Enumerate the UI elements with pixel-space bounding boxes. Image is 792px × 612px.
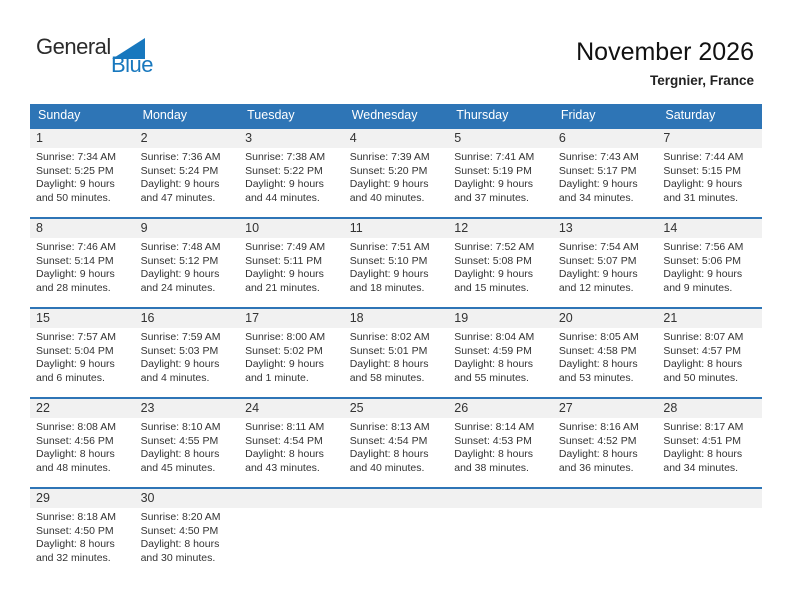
daylight-text-line1: Daylight: 9 hours bbox=[349, 178, 429, 190]
daylight-text-line1: Daylight: 9 hours bbox=[36, 178, 115, 190]
empty-day-cell bbox=[448, 488, 553, 578]
day-details bbox=[239, 418, 344, 475]
sunset-text: Sunset: 4:54 PM bbox=[349, 434, 428, 447]
daylight-text-line2: and 48 minutes. bbox=[36, 461, 111, 474]
day-number-band bbox=[239, 129, 344, 148]
daylight-text-line1: Daylight: 9 hours bbox=[558, 178, 638, 190]
day-cell bbox=[30, 308, 135, 398]
day-number: 12 bbox=[454, 221, 469, 235]
daylight-text-line2: and 6 minutes. bbox=[36, 371, 105, 384]
daylight-text-line2: and 1 minute. bbox=[245, 371, 309, 384]
day-number-band bbox=[30, 309, 135, 328]
day-number-band bbox=[657, 399, 762, 418]
day-number: 19 bbox=[454, 311, 469, 325]
daylight-text-line1: Daylight: 9 hours bbox=[454, 268, 534, 280]
sunrise-text: Sunrise: 7:54 AM bbox=[558, 241, 639, 253]
sunset-text: Sunset: 4:55 PM bbox=[140, 434, 219, 447]
sunset-text: Sunset: 4:52 PM bbox=[558, 434, 637, 447]
daylight-text-line2: and 15 minutes. bbox=[454, 281, 529, 294]
day-details bbox=[30, 328, 135, 385]
empty-day-cell bbox=[553, 488, 658, 578]
day-number: 30 bbox=[140, 491, 155, 505]
day-number: 5 bbox=[454, 131, 462, 145]
daylight-text-line2: and 30 minutes. bbox=[140, 551, 216, 564]
daylight-text-line1: Daylight: 8 hours bbox=[558, 448, 638, 460]
daylight-text-line1: Daylight: 8 hours bbox=[36, 538, 115, 550]
sunrise-text: Sunrise: 7:51 AM bbox=[349, 241, 430, 253]
day-cell bbox=[553, 308, 658, 398]
day-number-band bbox=[657, 129, 762, 148]
daylight-text-line1: Daylight: 9 hours bbox=[349, 268, 429, 280]
sunset-text: Sunset: 4:56 PM bbox=[36, 434, 114, 447]
daylight-text-line2: and 53 minutes. bbox=[558, 371, 634, 384]
day-number-band bbox=[30, 489, 135, 508]
day-details bbox=[448, 418, 553, 475]
day-details bbox=[448, 148, 553, 205]
day-cell bbox=[344, 308, 449, 398]
day-cell bbox=[344, 128, 449, 218]
weekday-header: Saturday bbox=[657, 104, 762, 128]
day-number-band bbox=[657, 219, 762, 238]
day-cell bbox=[135, 218, 240, 308]
daylight-text-line2: and 38 minutes. bbox=[454, 461, 529, 474]
day-number: 10 bbox=[245, 221, 260, 235]
day-cell bbox=[239, 398, 344, 488]
day-number-band bbox=[344, 309, 449, 328]
daylight-text-line1: Daylight: 9 hours bbox=[36, 358, 115, 370]
weekday-header: Monday bbox=[135, 104, 240, 128]
daylight-text-line1: Daylight: 9 hours bbox=[454, 178, 534, 190]
daylight-text-line1: Daylight: 8 hours bbox=[140, 538, 220, 550]
sunrise-text: Sunrise: 7:48 AM bbox=[140, 241, 221, 253]
day-number-band bbox=[344, 129, 449, 148]
day-details bbox=[344, 328, 449, 385]
daylight-text-line2: and 4 minutes. bbox=[140, 371, 210, 384]
sunrise-text: Sunrise: 8:02 AM bbox=[349, 331, 430, 343]
day-details bbox=[553, 148, 658, 205]
day-number: 2 bbox=[140, 131, 148, 145]
sunset-text: Sunset: 5:19 PM bbox=[454, 164, 532, 177]
sunrise-text: Sunrise: 7:56 AM bbox=[663, 241, 744, 253]
day-cell bbox=[553, 128, 658, 218]
week-row bbox=[30, 128, 762, 218]
day-cell bbox=[135, 488, 240, 578]
day-number-band bbox=[553, 309, 658, 328]
sunrise-text: Sunrise: 8:18 AM bbox=[36, 511, 116, 523]
day-cell bbox=[344, 398, 449, 488]
sunrise-text: Sunrise: 8:04 AM bbox=[454, 331, 535, 343]
day-number: 15 bbox=[36, 311, 50, 325]
sunset-text: Sunset: 5:01 PM bbox=[349, 344, 428, 357]
weekday-header: Tuesday bbox=[239, 104, 344, 128]
daylight-text-line1: Daylight: 9 hours bbox=[36, 268, 115, 280]
day-number: 28 bbox=[663, 401, 678, 415]
daylight-text-line1: Daylight: 8 hours bbox=[349, 358, 429, 370]
day-details bbox=[135, 418, 240, 475]
daylight-text-line2: and 34 minutes. bbox=[663, 461, 739, 474]
calendar-table bbox=[30, 104, 762, 578]
sunset-text: Sunset: 4:59 PM bbox=[454, 344, 532, 357]
sunrise-text: Sunrise: 7:39 AM bbox=[349, 151, 430, 163]
daylight-text-line2: and 34 minutes. bbox=[558, 191, 634, 204]
day-details bbox=[30, 148, 135, 205]
day-details bbox=[657, 328, 762, 385]
sunrise-text: Sunrise: 8:00 AM bbox=[245, 331, 326, 343]
sunrise-text: Sunrise: 8:20 AM bbox=[140, 511, 221, 523]
sunset-text: Sunset: 5:07 PM bbox=[558, 254, 637, 267]
week-row bbox=[30, 398, 762, 488]
day-number: 1 bbox=[36, 131, 43, 145]
day-number: 20 bbox=[558, 311, 573, 325]
day-number: 25 bbox=[349, 401, 364, 415]
day-details bbox=[30, 238, 135, 295]
day-number-band bbox=[448, 399, 553, 418]
daylight-text-line1: Daylight: 8 hours bbox=[36, 448, 115, 460]
day-number-band bbox=[344, 399, 449, 418]
sunrise-text: Sunrise: 7:34 AM bbox=[36, 151, 116, 163]
sunrise-text: Sunrise: 8:05 AM bbox=[558, 331, 639, 343]
day-details bbox=[553, 418, 658, 475]
sunset-text: Sunset: 5:06 PM bbox=[663, 254, 742, 267]
day-details bbox=[657, 238, 762, 295]
day-details bbox=[657, 148, 762, 205]
day-number-band bbox=[135, 309, 240, 328]
day-number: 22 bbox=[36, 401, 50, 415]
day-number-band bbox=[135, 219, 240, 238]
day-cell bbox=[553, 398, 658, 488]
daylight-text-line2: and 50 minutes. bbox=[36, 191, 111, 204]
empty-day-cell bbox=[657, 488, 762, 578]
daylight-text-line1: Daylight: 9 hours bbox=[558, 268, 638, 280]
sunrise-text: Sunrise: 7:46 AM bbox=[36, 241, 116, 253]
day-number: 18 bbox=[349, 311, 364, 325]
day-details bbox=[448, 238, 553, 295]
sunset-text: Sunset: 5:02 PM bbox=[245, 344, 323, 357]
logo-text-general: General bbox=[36, 34, 111, 59]
day-number-band bbox=[344, 219, 449, 238]
sunrise-text: Sunrise: 8:13 AM bbox=[349, 421, 430, 433]
sunset-text: Sunset: 5:24 PM bbox=[140, 164, 219, 177]
daylight-text-line1: Daylight: 9 hours bbox=[663, 178, 743, 190]
daylight-text-line1: Daylight: 8 hours bbox=[349, 448, 429, 460]
sunset-text: Sunset: 4:57 PM bbox=[663, 344, 742, 357]
calendar-body bbox=[30, 128, 762, 578]
logo-text-blue: Blue bbox=[110, 52, 153, 77]
day-details bbox=[657, 418, 762, 475]
sunset-text: Sunset: 5:03 PM bbox=[140, 344, 219, 357]
daylight-text-line1: Daylight: 8 hours bbox=[245, 448, 324, 460]
day-number-band bbox=[344, 489, 449, 508]
day-details bbox=[30, 418, 135, 475]
daylight-text-line2: and 50 minutes. bbox=[663, 371, 739, 384]
day-details bbox=[448, 328, 553, 385]
day-details bbox=[239, 328, 344, 385]
day-number-band bbox=[553, 219, 658, 238]
day-number-band bbox=[239, 489, 344, 508]
daylight-text-line2: and 12 minutes. bbox=[558, 281, 634, 294]
sunset-text: Sunset: 4:51 PM bbox=[663, 434, 742, 447]
day-cell bbox=[30, 488, 135, 578]
day-details bbox=[135, 238, 240, 295]
day-number-band bbox=[239, 309, 344, 328]
daylight-text-line1: Daylight: 8 hours bbox=[454, 448, 534, 460]
sunset-text: Sunset: 5:14 PM bbox=[36, 254, 114, 267]
day-cell bbox=[239, 308, 344, 398]
daylight-text-line2: and 44 minutes. bbox=[245, 191, 320, 204]
daylight-text-line1: Daylight: 8 hours bbox=[140, 448, 220, 460]
day-details bbox=[135, 328, 240, 385]
daylight-text-line1: Daylight: 9 hours bbox=[140, 268, 220, 280]
daylight-text-line2: and 28 minutes. bbox=[36, 281, 111, 294]
day-cell bbox=[239, 128, 344, 218]
day-number: 3 bbox=[245, 131, 253, 145]
day-details bbox=[344, 418, 449, 475]
day-cell bbox=[135, 308, 240, 398]
daylight-text-line2: and 40 minutes. bbox=[349, 461, 425, 474]
day-cell bbox=[448, 398, 553, 488]
daylight-text-line1: Daylight: 8 hours bbox=[663, 448, 743, 460]
day-number: 4 bbox=[349, 131, 357, 145]
daylight-text-line2: and 43 minutes. bbox=[245, 461, 320, 474]
week-row bbox=[30, 488, 762, 578]
day-details bbox=[344, 238, 449, 295]
day-number: 9 bbox=[140, 221, 148, 235]
daylight-text-line1: Daylight: 9 hours bbox=[140, 178, 220, 190]
sunset-text: Sunset: 5:08 PM bbox=[454, 254, 532, 267]
day-cell bbox=[657, 398, 762, 488]
weekday-header-row bbox=[30, 104, 762, 128]
week-row bbox=[30, 308, 762, 398]
day-number: 21 bbox=[663, 311, 678, 325]
day-number-band bbox=[135, 399, 240, 418]
day-number: 11 bbox=[349, 221, 363, 235]
sunrise-text: Sunrise: 8:07 AM bbox=[663, 331, 744, 343]
empty-day-cell bbox=[344, 488, 449, 578]
sunrise-text: Sunrise: 8:16 AM bbox=[558, 421, 639, 433]
sunset-text: Sunset: 5:10 PM bbox=[349, 254, 428, 267]
sunrise-text: Sunrise: 8:11 AM bbox=[245, 421, 325, 433]
sunrise-text: Sunrise: 7:38 AM bbox=[245, 151, 326, 163]
day-cell bbox=[448, 128, 553, 218]
sunset-text: Sunset: 5:22 PM bbox=[245, 164, 323, 177]
daylight-text-line1: Daylight: 9 hours bbox=[245, 178, 324, 190]
day-cell bbox=[344, 218, 449, 308]
sunset-text: Sunset: 4:50 PM bbox=[36, 524, 114, 537]
daylight-text-line1: Daylight: 9 hours bbox=[245, 268, 324, 280]
sunset-text: Sunset: 5:11 PM bbox=[245, 254, 322, 267]
day-details bbox=[553, 328, 658, 385]
general-blue-logo bbox=[36, 36, 156, 75]
day-number: 7 bbox=[663, 131, 671, 145]
day-cell bbox=[657, 218, 762, 308]
sunrise-text: Sunrise: 7:43 AM bbox=[558, 151, 639, 163]
day-number: 26 bbox=[454, 401, 469, 415]
day-number-band bbox=[553, 129, 658, 148]
page-title: November 2026 bbox=[576, 38, 754, 66]
sunrise-text: Sunrise: 7:49 AM bbox=[245, 241, 326, 253]
day-number-band bbox=[135, 129, 240, 148]
day-cell bbox=[135, 128, 240, 218]
day-details bbox=[239, 238, 344, 295]
day-cell bbox=[239, 218, 344, 308]
day-cell bbox=[30, 398, 135, 488]
sunrise-text: Sunrise: 7:52 AM bbox=[454, 241, 535, 253]
day-number-band bbox=[657, 489, 762, 508]
daylight-text-line2: and 37 minutes. bbox=[454, 191, 529, 204]
daylight-text-line2: and 24 minutes. bbox=[140, 281, 216, 294]
sunrise-text: Sunrise: 7:44 AM bbox=[663, 151, 744, 163]
day-cell bbox=[30, 218, 135, 308]
day-number-band bbox=[30, 219, 135, 238]
day-details bbox=[344, 148, 449, 205]
daylight-text-line2: and 58 minutes. bbox=[349, 371, 425, 384]
sunrise-text: Sunrise: 8:14 AM bbox=[454, 421, 535, 433]
day-number: 13 bbox=[558, 221, 573, 235]
day-number-band bbox=[657, 309, 762, 328]
day-number-band bbox=[448, 129, 553, 148]
day-number: 23 bbox=[140, 401, 155, 415]
sunrise-text: Sunrise: 8:08 AM bbox=[36, 421, 116, 433]
daylight-text-line2: and 9 minutes. bbox=[663, 281, 733, 294]
weekday-header: Thursday bbox=[448, 104, 553, 128]
daylight-text-line2: and 40 minutes. bbox=[349, 191, 425, 204]
sunset-text: Sunset: 5:25 PM bbox=[36, 164, 114, 177]
sunset-text: Sunset: 5:17 PM bbox=[558, 164, 637, 177]
daylight-text-line1: Daylight: 8 hours bbox=[663, 358, 743, 370]
sunset-text: Sunset: 4:50 PM bbox=[140, 524, 219, 537]
daylight-text-line2: and 21 minutes. bbox=[245, 281, 320, 294]
day-number: 17 bbox=[245, 311, 260, 325]
daylight-text-line2: and 45 minutes. bbox=[140, 461, 216, 474]
day-number: 29 bbox=[36, 491, 50, 505]
sunset-text: Sunset: 5:20 PM bbox=[349, 164, 428, 177]
day-details bbox=[135, 508, 240, 565]
sunset-text: Sunset: 5:04 PM bbox=[36, 344, 114, 357]
day-cell bbox=[553, 218, 658, 308]
daylight-text-line2: and 47 minutes. bbox=[140, 191, 216, 204]
day-cell bbox=[30, 128, 135, 218]
day-cell bbox=[657, 128, 762, 218]
weekday-header: Friday bbox=[553, 104, 658, 128]
sunrise-text: Sunrise: 7:36 AM bbox=[140, 151, 221, 163]
sunset-text: Sunset: 5:12 PM bbox=[140, 254, 219, 267]
week-row bbox=[30, 218, 762, 308]
daylight-text-line2: and 32 minutes. bbox=[36, 551, 111, 564]
day-number: 16 bbox=[140, 311, 155, 325]
sunset-text: Sunset: 4:54 PM bbox=[245, 434, 323, 447]
day-number-band bbox=[30, 129, 135, 148]
daylight-text-line2: and 36 minutes. bbox=[558, 461, 634, 474]
day-number: 14 bbox=[663, 221, 678, 235]
daylight-text-line1: Daylight: 9 hours bbox=[245, 358, 324, 370]
day-details bbox=[30, 508, 135, 565]
day-number-band bbox=[135, 489, 240, 508]
weekday-header: Sunday bbox=[30, 104, 135, 128]
day-number: 8 bbox=[36, 221, 43, 235]
day-cell bbox=[448, 218, 553, 308]
day-number-band bbox=[553, 399, 658, 418]
daylight-text-line2: and 18 minutes. bbox=[349, 281, 425, 294]
daylight-text-line2: and 31 minutes. bbox=[663, 191, 739, 204]
day-number-band bbox=[448, 309, 553, 328]
sunrise-text: Sunrise: 7:57 AM bbox=[36, 331, 116, 343]
sunset-text: Sunset: 5:15 PM bbox=[663, 164, 742, 177]
sunrise-text: Sunrise: 8:17 AM bbox=[663, 421, 744, 433]
daylight-text-line1: Daylight: 8 hours bbox=[558, 358, 638, 370]
day-details bbox=[135, 148, 240, 205]
daylight-text-line1: Daylight: 9 hours bbox=[663, 268, 743, 280]
day-number-band bbox=[448, 489, 553, 508]
daylight-text-line2: and 55 minutes. bbox=[454, 371, 529, 384]
page-location: Tergnier, France bbox=[649, 73, 754, 88]
empty-day-cell bbox=[239, 488, 344, 578]
daylight-text-line1: Daylight: 8 hours bbox=[454, 358, 534, 370]
weekday-header: Wednesday bbox=[344, 104, 449, 128]
sunrise-text: Sunrise: 8:10 AM bbox=[140, 421, 221, 433]
sunrise-text: Sunrise: 7:59 AM bbox=[140, 331, 221, 343]
day-details bbox=[239, 148, 344, 205]
daylight-text-line1: Daylight: 9 hours bbox=[140, 358, 220, 370]
day-number-band bbox=[448, 219, 553, 238]
day-number: 6 bbox=[558, 131, 566, 145]
day-cell bbox=[448, 308, 553, 398]
day-number: 24 bbox=[245, 401, 260, 415]
sunset-text: Sunset: 4:53 PM bbox=[454, 434, 532, 447]
day-number-band bbox=[553, 489, 658, 508]
title-block bbox=[576, 38, 754, 88]
day-number-band bbox=[30, 399, 135, 418]
day-details bbox=[553, 238, 658, 295]
day-cell bbox=[135, 398, 240, 488]
sunrise-text: Sunrise: 7:41 AM bbox=[454, 151, 535, 163]
day-number: 27 bbox=[558, 401, 573, 415]
day-cell bbox=[657, 308, 762, 398]
day-number-band bbox=[239, 399, 344, 418]
day-number-band bbox=[239, 219, 344, 238]
sunset-text: Sunset: 4:58 PM bbox=[558, 344, 637, 357]
